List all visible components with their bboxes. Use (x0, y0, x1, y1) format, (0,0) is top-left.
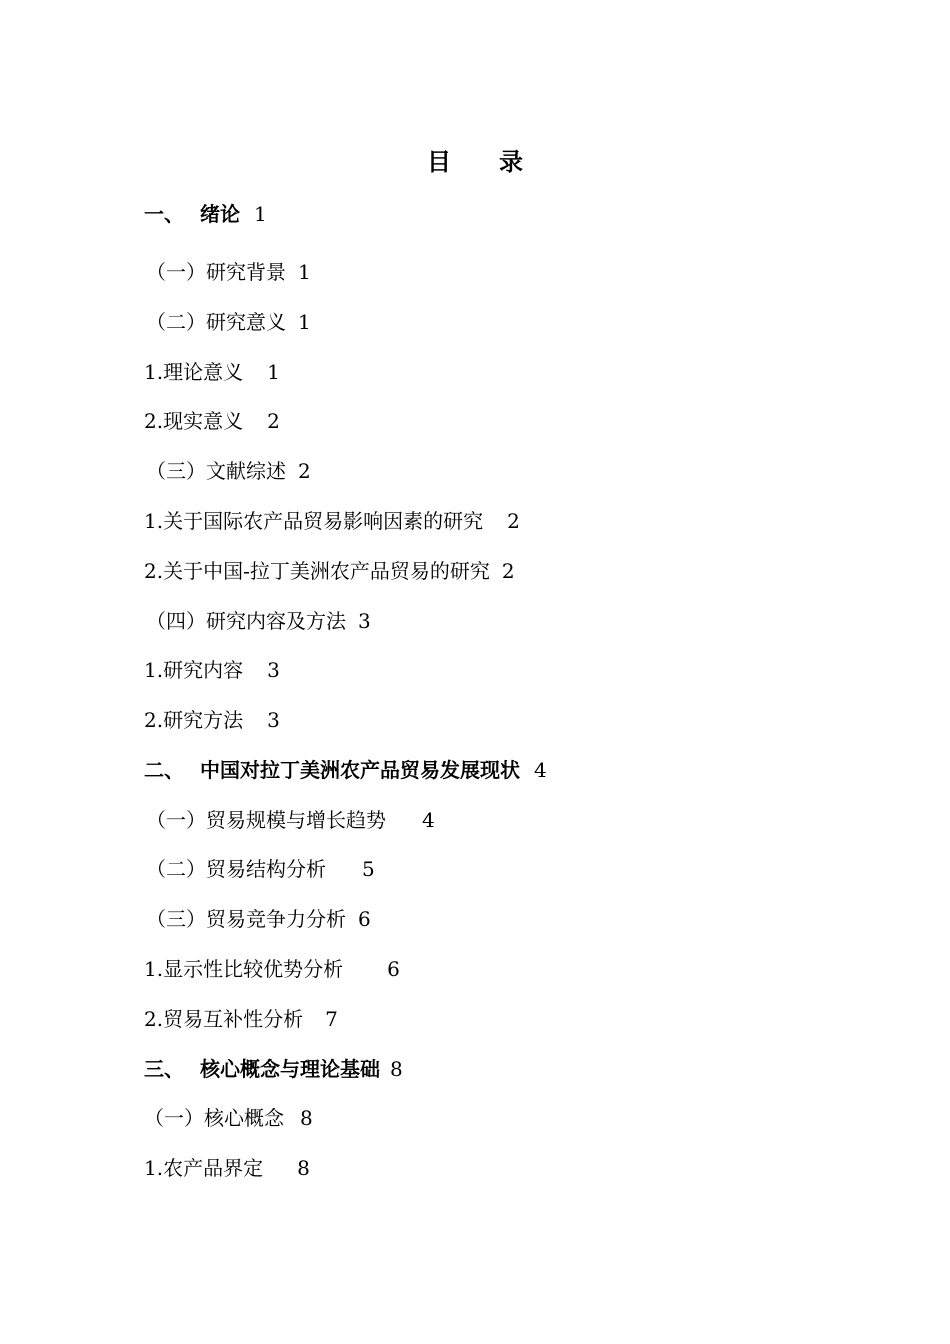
toc-entry-text: （三）文献综述 (146, 459, 286, 483)
toc-entry-page: 1 (267, 360, 280, 384)
toc-entry-text: （四）研究内容及方法 (146, 609, 346, 633)
toc-entry[interactable] (144, 507, 520, 535)
toc-entry-chapter-2[interactable] (144, 756, 547, 784)
toc-entry-text: 2.现实意义 (144, 409, 244, 433)
toc-entry-page: 1 (254, 202, 267, 226)
toc-entry-marker: 三、 (144, 1057, 184, 1081)
toc-entry-page: 8 (390, 1057, 403, 1081)
toc-entry-text: 1.理论意义 (144, 360, 244, 384)
toc-entry[interactable] (146, 308, 311, 336)
toc-entry-text: 1.农产品界定 (144, 1156, 264, 1180)
toc-entry-text: （二）研究意义 (146, 310, 286, 334)
toc-entry-page: 4 (534, 758, 547, 782)
toc-entry-page: 1 (298, 260, 311, 284)
toc-entry[interactable] (144, 706, 280, 734)
toc-entry-text: （二）贸易结构分析 (146, 857, 326, 881)
toc-entry-page: 1 (298, 310, 311, 334)
toc-entry-page: 8 (297, 1156, 310, 1180)
toc-entry-page: 3 (267, 708, 280, 732)
toc-entry-chapter-1[interactable] (144, 200, 267, 228)
toc-entry-text: 2.研究方法 (144, 708, 244, 732)
toc-entry-text: 2.贸易互补性分析 (144, 1007, 304, 1031)
toc-title (0, 146, 950, 178)
toc-entry-text: 中国对拉丁美洲农产品贸易发展现状 (200, 758, 520, 782)
toc-entry-text: （三）贸易竞争力分析 (146, 907, 346, 931)
toc-entry[interactable] (146, 607, 371, 635)
toc-entry-text: 1.研究内容 (144, 658, 244, 682)
toc-entry-chapter-3[interactable] (144, 1055, 403, 1083)
toc-title-char-2: 录 (499, 148, 523, 176)
toc-entry-marker: 二、 (144, 758, 184, 782)
toc-entry[interactable] (144, 358, 280, 386)
toc-entry-page: 3 (358, 609, 371, 633)
toc-entry-page: 2 (267, 409, 280, 433)
toc-entry[interactable] (144, 1104, 313, 1132)
toc-entry-page: 2 (298, 459, 311, 483)
toc-entry[interactable] (146, 457, 311, 485)
toc-entry-text: 核心概念与理论基础 (200, 1057, 380, 1081)
toc-entry-page: 8 (300, 1106, 313, 1130)
toc-entry[interactable] (144, 656, 280, 684)
toc-entry[interactable] (144, 955, 400, 983)
toc-entry-page: 4 (422, 808, 435, 832)
toc-entry-text: （一）研究背景 (146, 260, 286, 284)
toc-entry[interactable] (144, 1005, 338, 1033)
toc-entry[interactable] (144, 407, 280, 435)
toc-entry-text: 2.关于中国-拉丁美洲农产品贸易的研究 (144, 559, 490, 583)
toc-entry-page: 2 (507, 509, 520, 533)
toc-entry-text: 绪论 (200, 202, 240, 226)
toc-title-char-1: 目 (427, 148, 451, 176)
toc-entry-page: 2 (501, 559, 515, 583)
toc-entry-text: 1.显示性比较优势分析 (144, 957, 344, 981)
toc-entry[interactable] (144, 557, 515, 585)
toc-entry[interactable] (146, 258, 311, 286)
toc-entry-page: 6 (387, 957, 400, 981)
toc-entry-page: 6 (358, 907, 371, 931)
toc-entry[interactable] (146, 806, 435, 834)
toc-entry-page: 7 (325, 1007, 338, 1031)
toc-entry-text: （一）贸易规模与增长趋势 (146, 808, 386, 832)
toc-entry-text: 1.关于国际农产品贸易影响因素的研究 (144, 509, 484, 533)
toc-entry-page: 5 (362, 857, 375, 881)
toc-entry-page: 3 (267, 658, 280, 682)
toc-entry[interactable] (144, 1154, 310, 1182)
toc-entry[interactable] (146, 855, 375, 883)
toc-entry-text: （一）核心概念 (144, 1106, 284, 1130)
toc-entry-marker: 一、 (144, 202, 184, 226)
toc-entry[interactable] (146, 905, 371, 933)
